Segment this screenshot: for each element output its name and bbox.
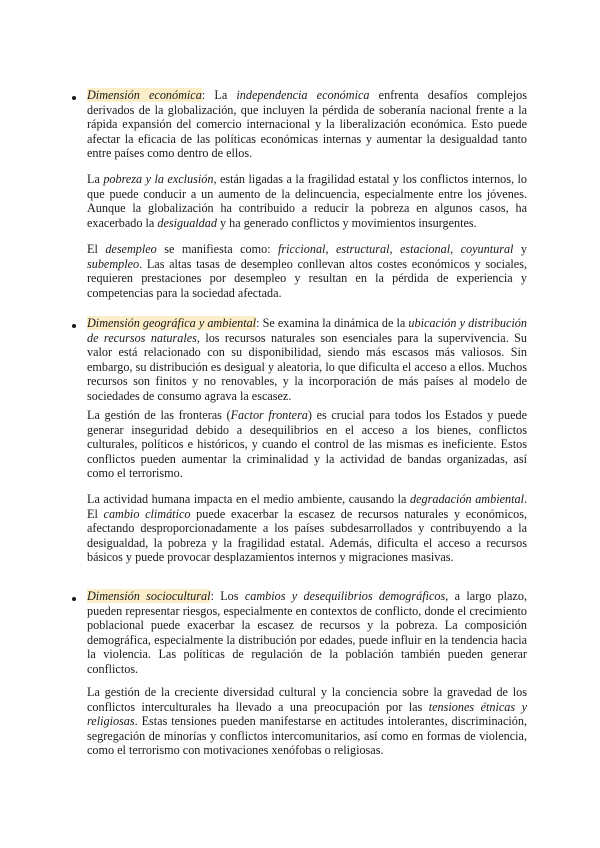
text: puede exacerbar la escasez de recursos naturales y económicos, afectando desproporcionadamente a los países subdesarrollados y contribuyendo a la desigualdad, la pobreza y la fragilidad estatal. Además, dificulta el acceso a recursos básicos y puede provocar desplazamientos internos y migraciones masivas. bbox=[87, 506, 527, 565]
emphasis: independencia económica bbox=[236, 88, 370, 102]
text: : Se examina la dinámica de la bbox=[256, 316, 409, 330]
emphasis: degradación ambiental bbox=[410, 492, 524, 506]
text: , bbox=[325, 242, 336, 256]
text: . Estas tensiones pueden manifestarse en actitudes intolerantes, discriminación, segregación de minorías y conflictos intercomunitarios, así como en formas de violencia, como el terrorismo con motivaciones xenófobas o religiosas. bbox=[87, 714, 527, 758]
paragraph bbox=[87, 88, 527, 161]
emphasis: coyuntural bbox=[460, 242, 514, 256]
text: , bbox=[450, 242, 461, 256]
emphasis: pobreza y la exclusión bbox=[103, 172, 214, 186]
emphasis: friccional bbox=[278, 242, 326, 256]
paragraph bbox=[87, 589, 527, 677]
bullet-icon bbox=[72, 597, 76, 601]
text: La bbox=[87, 172, 104, 186]
paragraph bbox=[87, 242, 527, 300]
paragraph bbox=[87, 685, 527, 758]
section-heading: Dimensión económica bbox=[87, 88, 202, 102]
emphasis: tensiones étnicas y religiosas bbox=[87, 699, 527, 729]
paragraph bbox=[87, 172, 527, 230]
text: y ha generado conflictos y movimientos insurgentes. bbox=[216, 215, 477, 230]
bullet-icon bbox=[72, 96, 76, 100]
emphasis: estructural bbox=[335, 242, 390, 256]
text: La gestión de las fronteras ( bbox=[87, 408, 231, 422]
emphasis: estacional bbox=[400, 242, 451, 256]
text: La gestión de la creciente diversidad cultural y la conciencia sobre la gravedad de los conflictos interculturales ha llevado a una preocupación por las bbox=[87, 685, 527, 714]
text: , los recursos naturales son esenciales para la supervivencia. Su valor está relacionado con su disponibilidad, siendo más escasos más valiosos. Sin embargo, su distribución es desigual y aleatoria, lo que dificulta el acceso a ellos. Muchos recursos son finitos y no renovables, y la incorporación de más países al modelo de sociedades de consumo agrava la escasez. bbox=[87, 330, 528, 403]
text: . Las altas tasas de desempleo conllevan altos costes económicos y sociales, requieren prestaciones por desempleo y resultan en la pérdida de experiencia y competencias para la sociedad afectada. bbox=[87, 256, 527, 300]
text: El bbox=[87, 242, 106, 256]
text: y bbox=[513, 242, 528, 256]
text: : Los bbox=[210, 589, 245, 603]
emphasis: desempleo bbox=[105, 242, 157, 256]
section-heading: Dimensión sociocultural bbox=[87, 589, 211, 603]
paragraph bbox=[87, 316, 527, 404]
text: ) es crucial para todos los Estados y puede generar inseguridad debido a desequilibrios en el acceso a los bienes, conflictos culturales, políticos e históricos, y cuando el control de las mismas es ineficiente. Estos conflictos pueden aumentar la criminalidad y la actividad de bandas organizadas, así como el terrorismo. bbox=[87, 408, 527, 481]
emphasis: cambio climático bbox=[103, 506, 191, 521]
emphasis: ubicación y distribución de recursos naturales bbox=[87, 316, 527, 345]
section-heading: Dimensión geográfica y ambiental bbox=[87, 316, 257, 330]
text: enfrenta desafíos complejos derivados de la globalización, que incluyen la pérdida de soberanía nacional frente a la rápida expansión del comercio internacional y la liberalización económica. Esto puede afectar la eficacia de las políticas económicas internas y aumentar la desigualdad tanto entre países como dentro de ellos. bbox=[87, 88, 527, 161]
text: , a largo plazo, pueden representar riesgos, especialmente en contextos de conflicto, donde el crecimiento poblacional puede exacerbar la escasez de recursos y la pobreza. La composición demográfica, especialmente la distribución por edades, puede influir en la tendencia hacia la violencia. Las políticas de regulación de la población también pueden generar conflictos. bbox=[87, 589, 527, 676]
text: . El bbox=[87, 492, 527, 521]
paragraph bbox=[87, 408, 527, 481]
bullet-icon bbox=[72, 324, 76, 328]
text: , bbox=[389, 242, 400, 256]
paragraph bbox=[87, 492, 527, 565]
emphasis: cambios y desequilibrios demográficos bbox=[244, 589, 446, 603]
text: La actividad humana impacta en el medio ambiente, causando la bbox=[87, 492, 411, 506]
emphasis: desigualdad bbox=[157, 215, 217, 230]
text: : La bbox=[201, 88, 237, 102]
text: se manifiesta como: bbox=[156, 242, 279, 256]
emphasis: subempleo bbox=[87, 256, 140, 271]
text: , están ligadas a la fragilidad estatal y los conflictos internos, lo que puede conducir a un aumento de la delincuencia, especialmente entre los jóvenes. Aunque la globalización ha contribuido a reducir la pobreza en algunos casos, ha exacerbado la bbox=[87, 172, 528, 230]
emphasis: Factor frontera bbox=[230, 408, 308, 422]
